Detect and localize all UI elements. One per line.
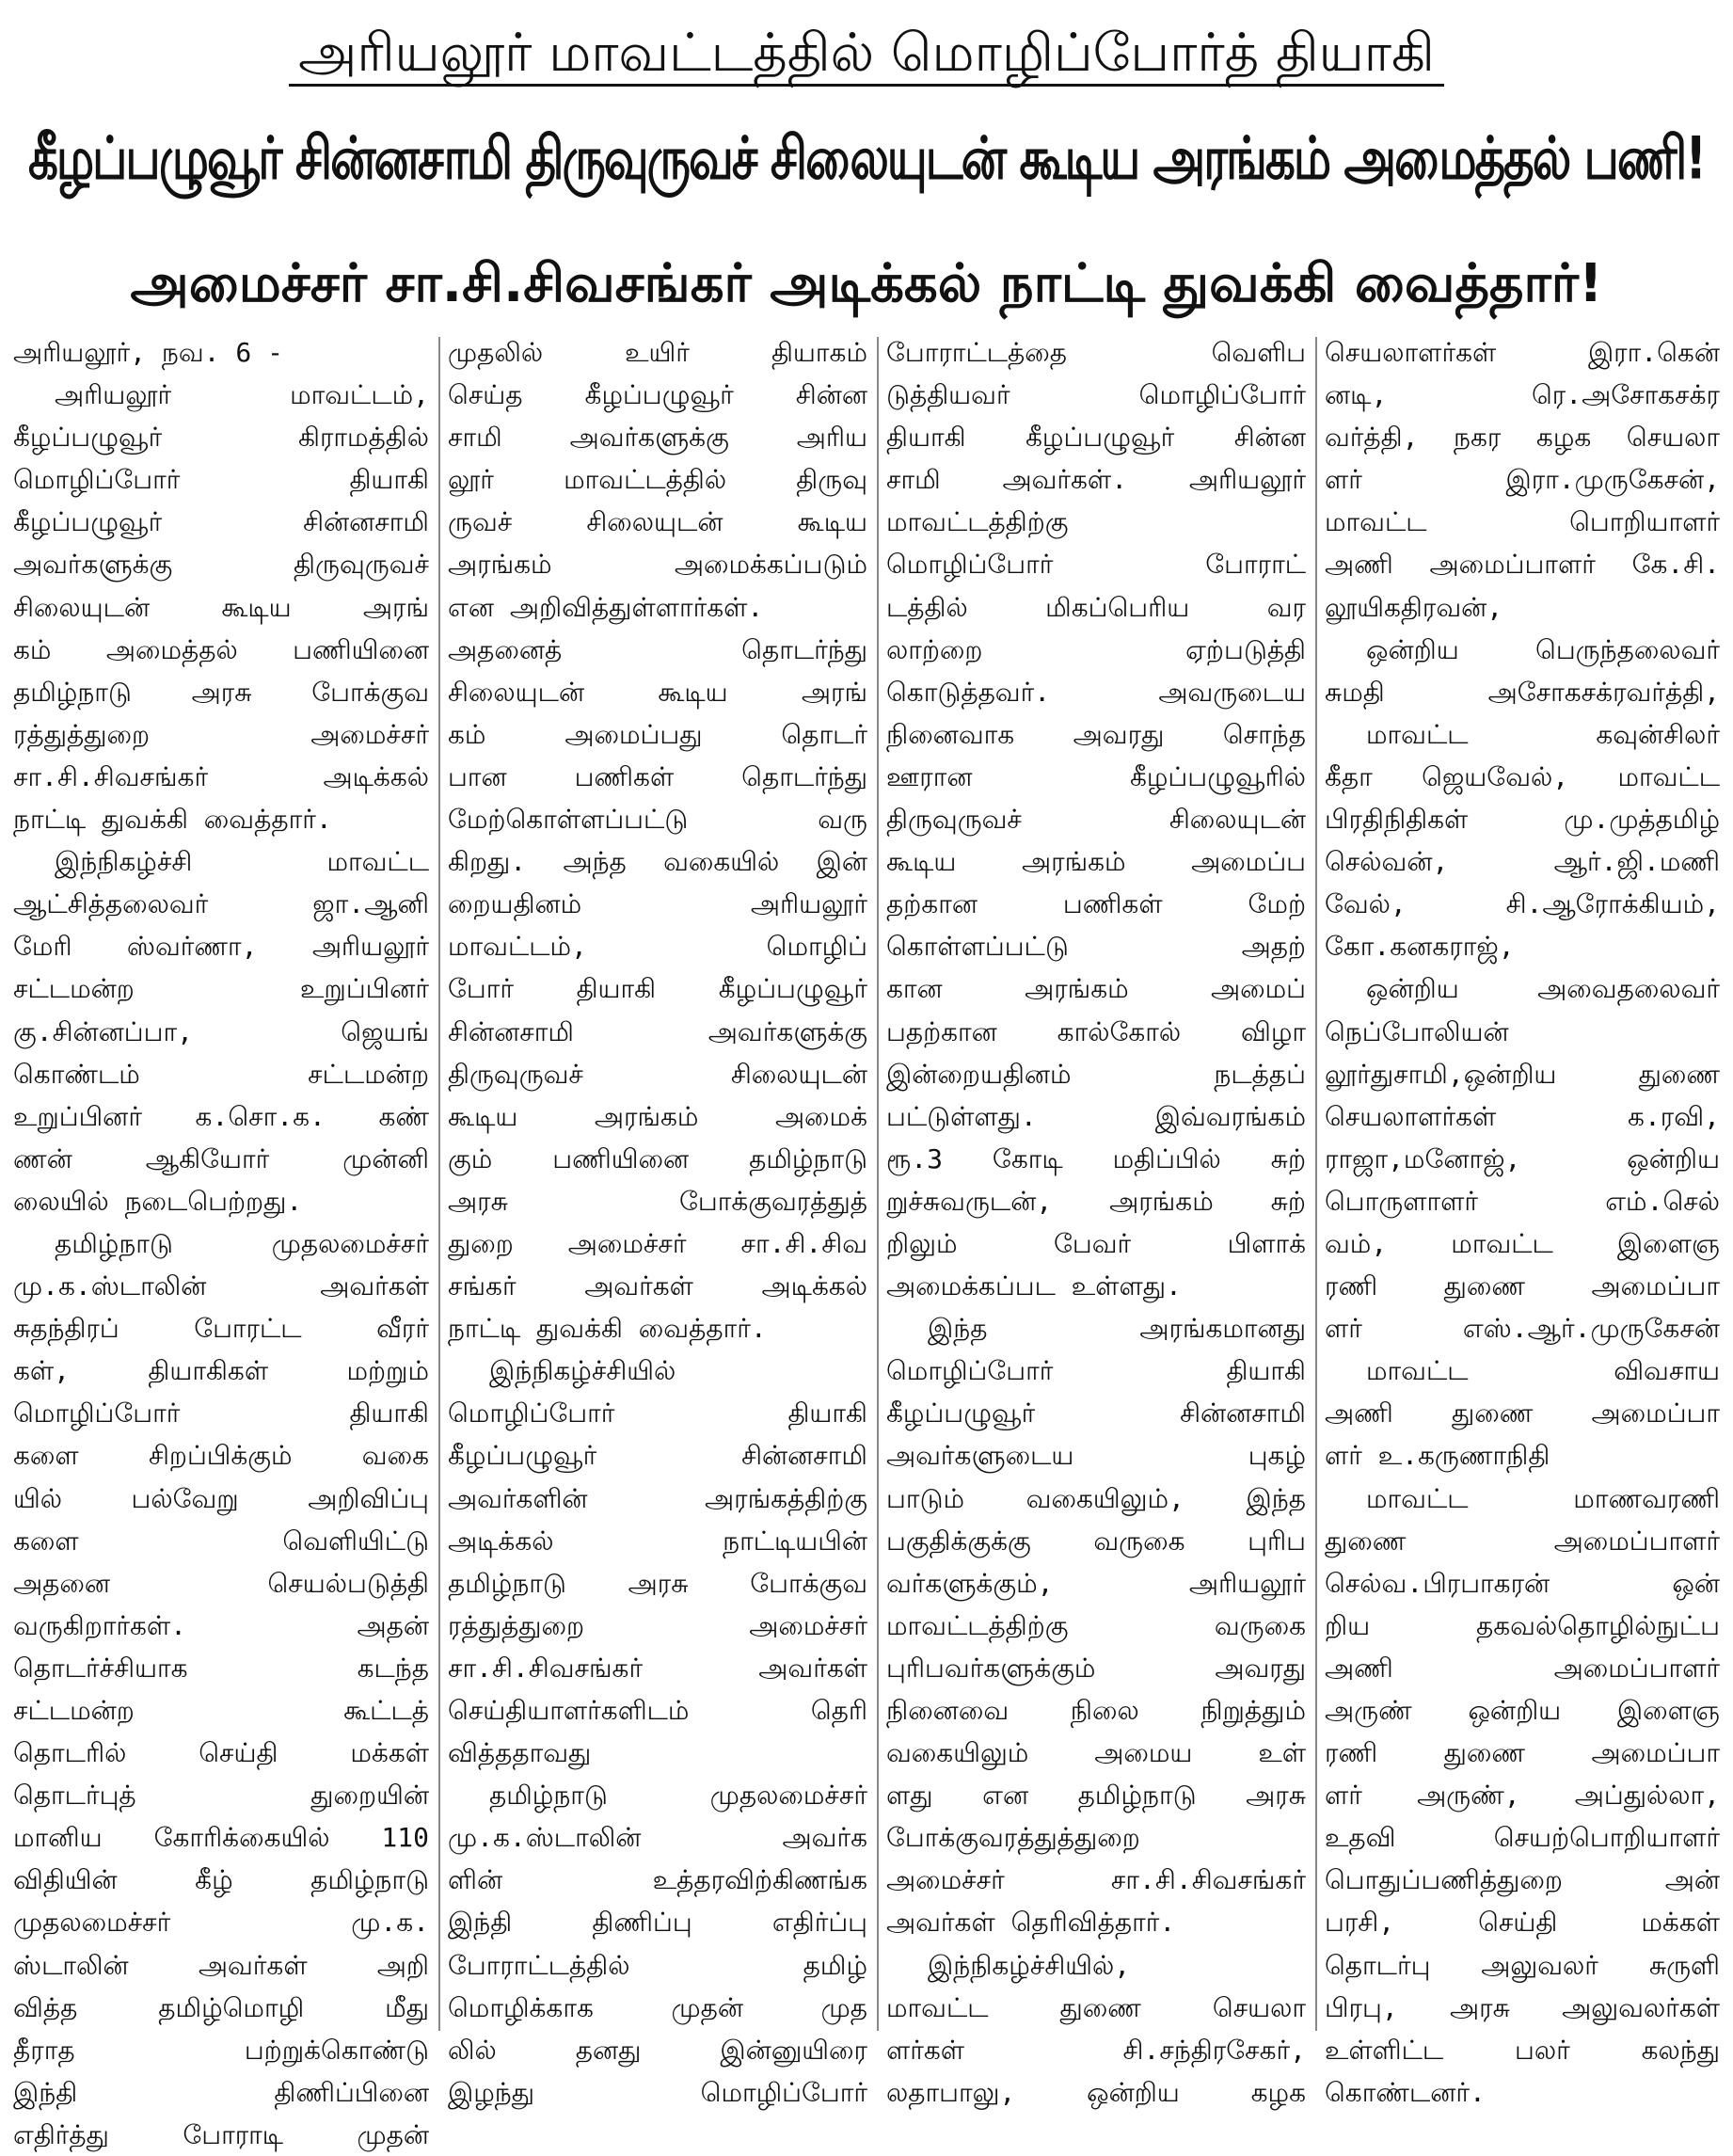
- article-line: துறை அமைச்சர் சா.சி.சிவ: [448, 1227, 867, 1259]
- article-line: செய்தியாளர்களிடம் தெரி: [448, 1695, 867, 1726]
- article-line: சுதந்திரப் போரட்ட வீரர்: [13, 1313, 429, 1345]
- article-line: வம், மாவட்ட இளைஞ: [1325, 1227, 1720, 1259]
- article-line: லையில் நடைபெற்றது.: [13, 1185, 303, 1217]
- article-line: மொழிப்போர் போராட்: [886, 549, 1306, 581]
- article-line: வருகிறார்கள். அதன்: [13, 1609, 429, 1641]
- article-line: பொதுப்பணித்துறை அன்: [1325, 1864, 1720, 1896]
- article-line: மாவட்டம், மொழிப்: [448, 931, 867, 963]
- article-line: ளது என தமிழ்நாடு அரசு: [886, 1780, 1306, 1812]
- article-line: பிரதிநிதிகள் மு.முத்தமிழ்: [1325, 804, 1720, 836]
- article-line: இந்நிகழ்ச்சியில்: [489, 1355, 676, 1387]
- article-line: இழந்து மொழிப்போர்: [448, 2076, 867, 2108]
- article-line: ஸ்டாலின் அவர்கள் அறி: [13, 1949, 429, 1981]
- article-line: சாமி அவர்கள். அரியலூர்: [886, 464, 1306, 496]
- article-line: என அறிவித்துள்ளார்கள்.: [448, 591, 764, 623]
- article-line: ஒன்றிய பெருந்தலைவர்: [1366, 633, 1720, 665]
- article-line: ளர் உ.கருணாநிதி: [1325, 1440, 1550, 1472]
- article-line: மாவட்டத்திற்கு வருகை: [886, 1609, 1306, 1641]
- article-line: சின்னசாமி அவர்களுக்கு: [448, 1015, 867, 1047]
- article-line: நாட்டி துவக்கி வைத்தார்.: [448, 1313, 767, 1345]
- article-line: கோ.கனகராஜ்,: [1325, 931, 1515, 963]
- article-line: லூயிகதிரவன்,: [1325, 591, 1503, 623]
- article-line: தமிழ்நாடு அரசு போக்குவ: [448, 1567, 867, 1599]
- article-line: போர் தியாகி கீழப்பழுவூர்: [448, 973, 867, 1005]
- article-line: லூர் மாவட்டத்தில் திருவு: [448, 464, 867, 496]
- article-line: கம் அமைப்பது தொடர்: [448, 718, 867, 750]
- article-line: லதாபாலு, ஒன்றிய கழக: [886, 2076, 1306, 2108]
- article-line: அடிக்கல் நாட்டியபின்: [448, 1525, 867, 1557]
- article-line: தமிழ்நாடு அரசு போக்குவ: [13, 676, 429, 708]
- article-line: யில் பல்வேறு அறிவிப்பு: [13, 1482, 429, 1514]
- subheadline: அமைச்சர் சா.சி.சிவசங்கர் அடிக்கல் நாட்டி துவக்கி வைத்தார்!: [130, 253, 1603, 314]
- article-line: இந்தி திணிப்பினை: [13, 2076, 429, 2108]
- article-line: இந்நிகழ்ச்சியில்,: [928, 1949, 1131, 1981]
- article-line: செயலாளர்கள் க.ரவி,: [1325, 1100, 1720, 1132]
- article-line: சங்கர் அவர்கள் அடிக்கல்: [448, 1270, 867, 1302]
- article-column-2: [448, 331, 867, 2108]
- article-line: இந்த அரங்கமானது: [928, 1313, 1306, 1345]
- kicker-text: அரியலூர் மாவட்டத்தில் மொழிப்போர்த் தியாகி: [289, 23, 1444, 87]
- article-line: வேல், சி.ஆரோக்கியம்,: [1325, 888, 1720, 920]
- article-line: சாமி அவர்களுக்கு அரிய: [448, 422, 867, 454]
- article-line: மாவட்ட துணை செயலா: [886, 1991, 1306, 2023]
- article-line: மாவட்ட பொறியாளர்: [1325, 506, 1720, 538]
- article-line: தற்கான பணிகள் மேற்: [886, 888, 1306, 920]
- article-line: மு.க.ஸ்டாலின் அவர்க: [448, 1822, 867, 1854]
- article-line: போக்குவரத்துத்துறை: [886, 1822, 1140, 1854]
- article-line: கொள்ளப்பட்டு அதற்: [886, 931, 1306, 963]
- article-line: ஆட்சித்தலைவர் ஜா.ஆனி: [13, 888, 429, 920]
- article-line: ஊரான கீழப்பழுவூரில்: [886, 760, 1306, 792]
- article-line: கம் அமைத்தல் பணியினை: [13, 633, 429, 665]
- article-line: சிலையுடன் கூடிய அரங்: [13, 591, 429, 623]
- article-line: ளர் எஸ்.ஆர்.முருகேசன்: [1325, 1313, 1720, 1345]
- article-line: தொடர்பு அலுவலர் சுருளி: [1325, 1949, 1720, 1981]
- article-line: னடி, ரெ.அசோகசக்ர: [1325, 379, 1720, 411]
- article-line: பான பணிகள் தொடர்ந்து: [448, 760, 867, 792]
- article-line: அரங்கம் அமைக்கப்படும்: [448, 549, 867, 581]
- article-line: கீழப்பழுவூர் சின்னசாமி: [13, 506, 429, 538]
- article-line: கு.சின்னப்பா, ஜெயங்: [13, 1015, 429, 1047]
- article-line: மேரி ஸ்வர்ணா, அரியலூர்: [13, 931, 429, 963]
- article-line: நினைவாக அவரது சொந்த: [886, 718, 1306, 750]
- article-line: கிறது. அந்த வகையில் இன்: [448, 846, 867, 878]
- article-line: அமைக்கப்பட உள்ளது.: [886, 1270, 1182, 1302]
- article-line: லாற்றை ஏற்படுத்தி: [886, 633, 1306, 665]
- article-line: உறுப்பினர் க.சொ.க. கண்: [13, 1100, 429, 1132]
- article-line: ரூ.3 கோடி மதிப்பில் சுற்: [886, 1142, 1306, 1174]
- article-line: ரணி துணை அமைப்பா: [1325, 1270, 1720, 1302]
- article-line: கீழப்பழுவூர் சின்னசாமி: [448, 1440, 867, 1472]
- article-line: உள்ளிட்ட பலர் கலந்து: [1325, 2034, 1720, 2066]
- article-line: மொழிப்போர் தியாகி: [886, 1355, 1306, 1387]
- article-line: கூடிய அரங்கம் அமைக்: [448, 1100, 867, 1132]
- article-line: முதலில் உயிர் தியாகம்: [448, 337, 867, 368]
- article-line: சிலையுடன் கூடிய அரங்: [448, 676, 867, 708]
- article-line: ஒன்றிய அவைதலைவர்: [1366, 973, 1720, 1005]
- article-line: அவர்கள் தெரிவித்தார்.: [886, 1907, 1176, 1939]
- article-line: துணை அமைப்பாளர்: [1325, 1525, 1720, 1557]
- article-line: விதியின் கீழ் தமிழ்நாடு: [13, 1864, 429, 1896]
- article-line: வித்ததாவது: [448, 1737, 592, 1769]
- article-line: மாவட்ட கவுன்சிலர்: [1366, 718, 1720, 750]
- article-line: நினைவை நிலை நிறுத்தும்: [886, 1695, 1306, 1726]
- article-line: இந்தி திணிப்பு எதிர்ப்பு: [448, 1907, 867, 1939]
- article-line: ரத்துத்துறை அமைச்சர்: [448, 1609, 867, 1641]
- article-line: ளின் உத்தரவிற்கிணங்க: [448, 1864, 867, 1896]
- article-line: இந்நிகழ்ச்சி மாவட்ட: [55, 846, 429, 878]
- article-line: கூடிய அரங்கம் அமைப்ப: [886, 846, 1306, 878]
- article-line: கொண்டம் சட்டமன்ற: [13, 1058, 429, 1090]
- article-line: மொழிக்காக முதன் முத: [448, 1991, 867, 2023]
- article-line: அணி துணை அமைப்பா: [1325, 1397, 1720, 1429]
- article-line: நெப்போலியன்: [1325, 1015, 1509, 1047]
- article-line: திருவுருவச் சிலையுடன்: [448, 1058, 867, 1090]
- article-line: சட்டமன்ற கூட்டத்: [13, 1695, 429, 1726]
- article-line: கொண்டனர்.: [1325, 2076, 1486, 2108]
- column-divider: [877, 337, 879, 2031]
- article-line: வர்களுக்கும், அரியலூர்: [886, 1567, 1306, 1599]
- article-line: கீதா ஜெயவேல், மாவட்ட: [1325, 760, 1720, 792]
- article-line: கொடுத்தவர். அவருடைய: [886, 676, 1306, 708]
- article-line: திருவுருவச் சிலையுடன்: [886, 804, 1306, 836]
- headline: கீழப்பழுவூர் சின்னசாமி திருவுருவச் சிலையுடன் கூடிய அரங்கம் அமைத்தல் பணி!: [27, 123, 1706, 193]
- article-line: அரசு போக்குவரத்துத்: [448, 1185, 867, 1217]
- article-line: செயலாளர்கள் இரா.கென்: [1325, 337, 1720, 368]
- article-line: மொழிப்போர் தியாகி: [13, 464, 429, 496]
- article-line: றுச்சுவருடன், அரங்கம் சுற்: [886, 1185, 1306, 1217]
- article-line: ரணி துணை அமைப்பா: [1325, 1737, 1720, 1769]
- article-body: [13, 331, 1720, 2150]
- article-line: டத்தில் மிகப்பெரிய வர: [886, 591, 1306, 623]
- article-line: மாவட்ட மாணவரணி: [1366, 1482, 1720, 1514]
- article-line: றையதினம் அரியலூர்: [448, 888, 867, 920]
- article-line: போராட்டத்தை வெளிப: [886, 337, 1306, 368]
- article-line: தமிழ்நாடு முதலமைச்சர்: [489, 1780, 867, 1812]
- article-line: மானிய கோரிக்கையில் 110: [13, 1822, 429, 1854]
- article-line: தீராத பற்றுக்கொண்டு: [13, 2034, 429, 2066]
- article-line: அரியலூர், நவ. 6 -: [13, 337, 283, 368]
- article-line: கீழப்பழுவூர் சின்னசாமி: [886, 1397, 1306, 1429]
- article-line: ராஜா,மனோஜ், ஒன்றிய: [1325, 1142, 1720, 1174]
- article-line: பாடும் வகையிலும், இந்த: [886, 1482, 1306, 1514]
- article-column-3: [886, 331, 1306, 2108]
- article-line: சா.சி.சிவசங்கர் அவர்கள்: [448, 1652, 867, 1684]
- article-line: போராட்டத்தில் தமிழ்: [448, 1949, 867, 1981]
- article-line: தொடர்ச்சியாக கடந்த: [13, 1652, 429, 1684]
- article-line: நாட்டி துவக்கி வைத்தார்.: [13, 804, 332, 836]
- article-line: சட்டமன்ற உறுப்பினர்: [13, 973, 429, 1005]
- article-line: கும் பணியினை தமிழ்நாடு: [448, 1142, 867, 1174]
- article-line: தியாகி கீழப்பழுவூர் சின்ன: [886, 422, 1306, 454]
- article-line: லில் தனது இன்னுயிரை: [448, 2034, 867, 2066]
- article-line: வர்த்தி, நகர கழக செயலா: [1325, 422, 1720, 454]
- article-line: பட்டுள்ளது. இவ்வரங்கம்: [886, 1100, 1306, 1132]
- article-line: இன்றையதினம் நடத்தப்: [886, 1058, 1306, 1090]
- article-line: வித்த தமிழ்மொழி மீது: [13, 1991, 429, 2023]
- article-line: களை சிறப்பிக்கும் வகை: [13, 1440, 429, 1472]
- article-line: அணி அமைப்பாளர் கே.சி.: [1325, 549, 1720, 581]
- article-line: மு.க.ஸ்டாலின் அவர்கள்: [13, 1270, 429, 1302]
- article-line: றிய தகவல்தொழில்நுட்ப: [1325, 1609, 1720, 1641]
- article-line: மேற்கொள்ளப்பட்டு வரு: [448, 804, 867, 836]
- article-line: செல்வ.பிரபாகரன் ஒன்: [1325, 1567, 1720, 1599]
- article-line: மாவட்ட விவசாய: [1366, 1355, 1720, 1387]
- article-line: அவர்களின் அரங்கத்திற்கு: [448, 1482, 867, 1514]
- article-line: அதனைத் தொடர்ந்து: [448, 633, 867, 665]
- article-line: தொடர்புத் துறையின்: [13, 1780, 429, 1812]
- article-line: முதலமைச்சர் மு.க.: [13, 1907, 429, 1939]
- article-line: தமிழ்நாடு முதலமைச்சர்: [55, 1227, 429, 1259]
- article-line: பிரபு, அரசு அலுவலர்கள்: [1325, 1991, 1720, 2023]
- column-divider: [1315, 337, 1317, 2031]
- article-line: அருண் ஒன்றிய இளைஞ: [1325, 1695, 1720, 1726]
- article-line: றிலும் பேவர் பிளாக்: [886, 1227, 1306, 1259]
- article-line: கான அரங்கம் அமைப்: [886, 973, 1306, 1005]
- article-line: எதிர்த்து போராடி முதன்: [13, 2118, 429, 2150]
- article-line: மொழிப்போர் தியாகி: [13, 1397, 429, 1429]
- article-line: தொடரில் செய்தி மக்கள்: [13, 1737, 429, 1769]
- article-line: அமைச்சர் சா.சி.சிவசங்கர்: [886, 1864, 1306, 1896]
- article-line: உதவி செயற்பொறியாளர்: [1325, 1822, 1720, 1854]
- article-column-1: [13, 331, 429, 2150]
- article-line: களை வெளியிட்டு: [13, 1525, 429, 1557]
- article-line: பதற்கான கால்கோல் விழா: [886, 1015, 1306, 1047]
- article-line: அவர்களுக்கு திருவுருவச்: [13, 549, 429, 581]
- article-line: ரத்துத்துறை அமைச்சர்: [13, 718, 429, 750]
- article-line: பரசி, செய்தி மக்கள்: [1325, 1907, 1720, 1939]
- article-line: லூர்துசாமி,ஒன்றிய துணை: [1325, 1058, 1720, 1090]
- article-line: செல்வன், ஆர்.ஜி.மணி: [1325, 846, 1720, 878]
- article-line: சுமதி அசோகசக்ரவர்த்தி,: [1325, 676, 1720, 708]
- article-line: மாவட்டத்திற்கு: [886, 506, 1069, 538]
- article-line: ளர்கள் சி.சந்திரசேகர்,: [886, 2034, 1306, 2066]
- article-line: மொழிப்போர் தியாகி: [448, 1397, 867, 1429]
- article-line: ருவச் சிலையுடன் கூடிய: [448, 506, 867, 538]
- article-line: அணி அமைப்பாளர்: [1325, 1652, 1720, 1684]
- article-line: பகுதிக்குக்கு வருகை புரிப: [886, 1525, 1306, 1557]
- article-line: அவர்களுடைய புகழ்: [886, 1440, 1306, 1472]
- article-line: டுத்தியவர் மொழிப்போர்: [886, 379, 1306, 411]
- article-line: அரியலூர் மாவட்டம்,: [55, 379, 429, 411]
- article-line: கீழப்பழுவூர் கிராமத்தில்: [13, 422, 429, 454]
- article-line: அதனை செயல்படுத்தி: [13, 1567, 429, 1599]
- article-line: கள், தியாகிகள் மற்றும்: [13, 1355, 429, 1387]
- article-line: புரிபவர்களுக்கும் அவரது: [886, 1652, 1306, 1684]
- article-line: பொருளாளர் எம்.செல்: [1325, 1185, 1720, 1217]
- article-line: ளர் அருண், அப்துல்லா,: [1325, 1780, 1720, 1812]
- article-line: வகையிலும் அமைய உள்: [886, 1737, 1306, 1769]
- article-line: ளர் இரா.முருகேசன்,: [1325, 464, 1720, 496]
- article-line: சா.சி.சிவசங்கர் அடிக்கல்: [13, 760, 429, 792]
- column-divider: [438, 337, 440, 2031]
- article-column-4: [1325, 331, 1720, 2108]
- article-line: செய்த கீழப்பழுவூர் சின்ன: [448, 379, 867, 411]
- article-line: ணன் ஆகியோர் முன்னி: [13, 1142, 429, 1174]
